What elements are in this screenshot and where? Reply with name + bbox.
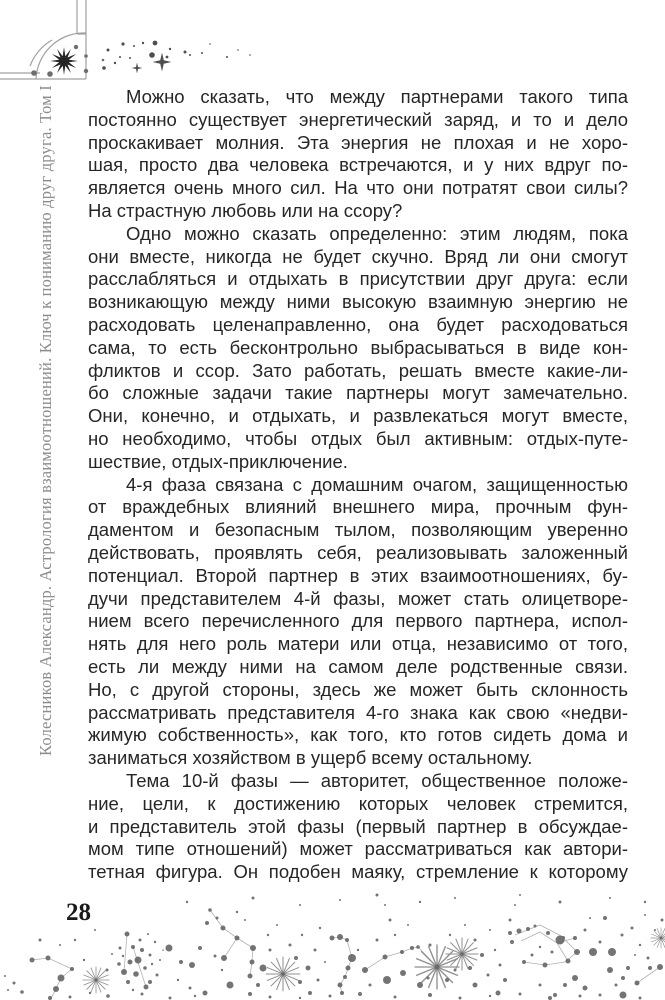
ray-star-icon xyxy=(651,928,665,949)
text-line: расходовать целенаправленно, она будет расходоваться xyxy=(88,313,628,335)
text-line: ние, цели, к достижению которых человек стремится, xyxy=(88,792,628,814)
text-line: потенциал. Второй партнер в этих взаимоотношениях, бу- xyxy=(88,564,628,586)
constellation-star-field xyxy=(0,890,665,1000)
text-line: 4-я фаза связана с домашним очагом, защищенностью xyxy=(126,473,628,495)
text-line: Но, с другой стороны, здесь же может быть склонность xyxy=(88,678,628,700)
text-line: сама, то есть бесконтрольно выбрасываться в виде кон- xyxy=(88,336,628,358)
book-title-sidebar: Колесников Александр. Астрология взаимоотношений. Ключ к пониманию друг друга. Том I xyxy=(36,85,55,756)
text-line: они вместе, никогда не будет скучно. Вряд ли они смогут xyxy=(88,245,628,267)
ray-star-icon xyxy=(83,967,110,994)
text-line: Можно сказать, что между партнерами такого типа xyxy=(126,86,628,107)
corner-frame-lines xyxy=(0,0,86,79)
text-line: расслабляться и отдыхать в присутствии друг друга: если xyxy=(88,268,628,290)
star-dots xyxy=(4,894,664,1000)
text-line: проскакивает молния. Эта энергия не плохая и не хоро- xyxy=(88,131,628,153)
text-line: фликтов и ссор. Зато работать, решать вместе какие-ли- xyxy=(88,359,628,381)
text-line: нием всего перечисленного для первого партнера, испол- xyxy=(88,610,628,632)
starburst-icon xyxy=(50,47,78,75)
text-line: действовать, проявлять себя, реализовывать заложенный xyxy=(88,541,628,563)
sparkle-star-icon xyxy=(132,63,143,74)
text-line: мом типе отношений) может рассматриваться как автори- xyxy=(88,838,628,860)
text-line: Тема 10-й фазы — авторитет, общественное положе- xyxy=(126,769,628,791)
ray-star-icon xyxy=(266,957,301,992)
sparkle-star-icon xyxy=(153,53,172,72)
paragraph xyxy=(88,223,628,474)
text-line: Они, конечно, и отдыхать, и развлекаться могут вместе, xyxy=(88,405,628,427)
text-line: бо сложные задачи такие партнеры могут замечательно. xyxy=(88,382,628,404)
text-line: жимую собственность», как того, кто готов сидеть дома и xyxy=(88,724,628,746)
paragraph xyxy=(88,86,628,223)
text-line: тетная фигура. Он подобен маяку, стремление к которому xyxy=(88,861,628,883)
text-line: дучи представителем 4-й фазы, может стать олицетворе- xyxy=(88,587,628,609)
text-line: Одно можно сказать определенно: этим людям, пока xyxy=(126,222,628,244)
text-line: от враждебных влияний внешнего мира, прочным фун- xyxy=(88,496,628,518)
text-line: но необходимо, чтобы отдых был активным: отдых-путе- xyxy=(88,427,628,449)
text-line: рассматривать представителя 4-го знака как свою «недви- xyxy=(88,701,628,723)
page-number: 28 xyxy=(66,899,91,926)
text-line: есть ли между ними на самом деле родственные связи. xyxy=(88,655,628,677)
text-line: заниматься хозяйством в ущерб всему остальному. xyxy=(88,747,533,769)
text-line: является очень много сил. На что они потратят свои силы? xyxy=(88,177,628,199)
text-line: шая, просто два человека встречаются, и у них вдруг по- xyxy=(88,154,628,176)
ray-star-icon xyxy=(446,938,479,971)
paragraph xyxy=(88,474,628,770)
sparkle-scatter xyxy=(102,41,251,74)
text-line: постоянно существует энергетический заряд, и то и дело xyxy=(88,108,628,130)
paragraph xyxy=(88,770,628,884)
text-line: шествие, отдых-приключение. xyxy=(88,450,348,472)
text-line: даментом и безопасным тылом, позволяющим уверенно xyxy=(88,519,628,541)
text-line: возникающую между ними высокую взаимную энергию не xyxy=(88,291,628,313)
text-line: и представитель этой фазы (первый партнер в обсуждае- xyxy=(88,815,628,837)
text-line: нять для него роль матери или отца, независимо от того, xyxy=(88,633,628,655)
page-text xyxy=(88,86,628,884)
text-line: На страстную любовь или на ссору? xyxy=(88,199,403,221)
